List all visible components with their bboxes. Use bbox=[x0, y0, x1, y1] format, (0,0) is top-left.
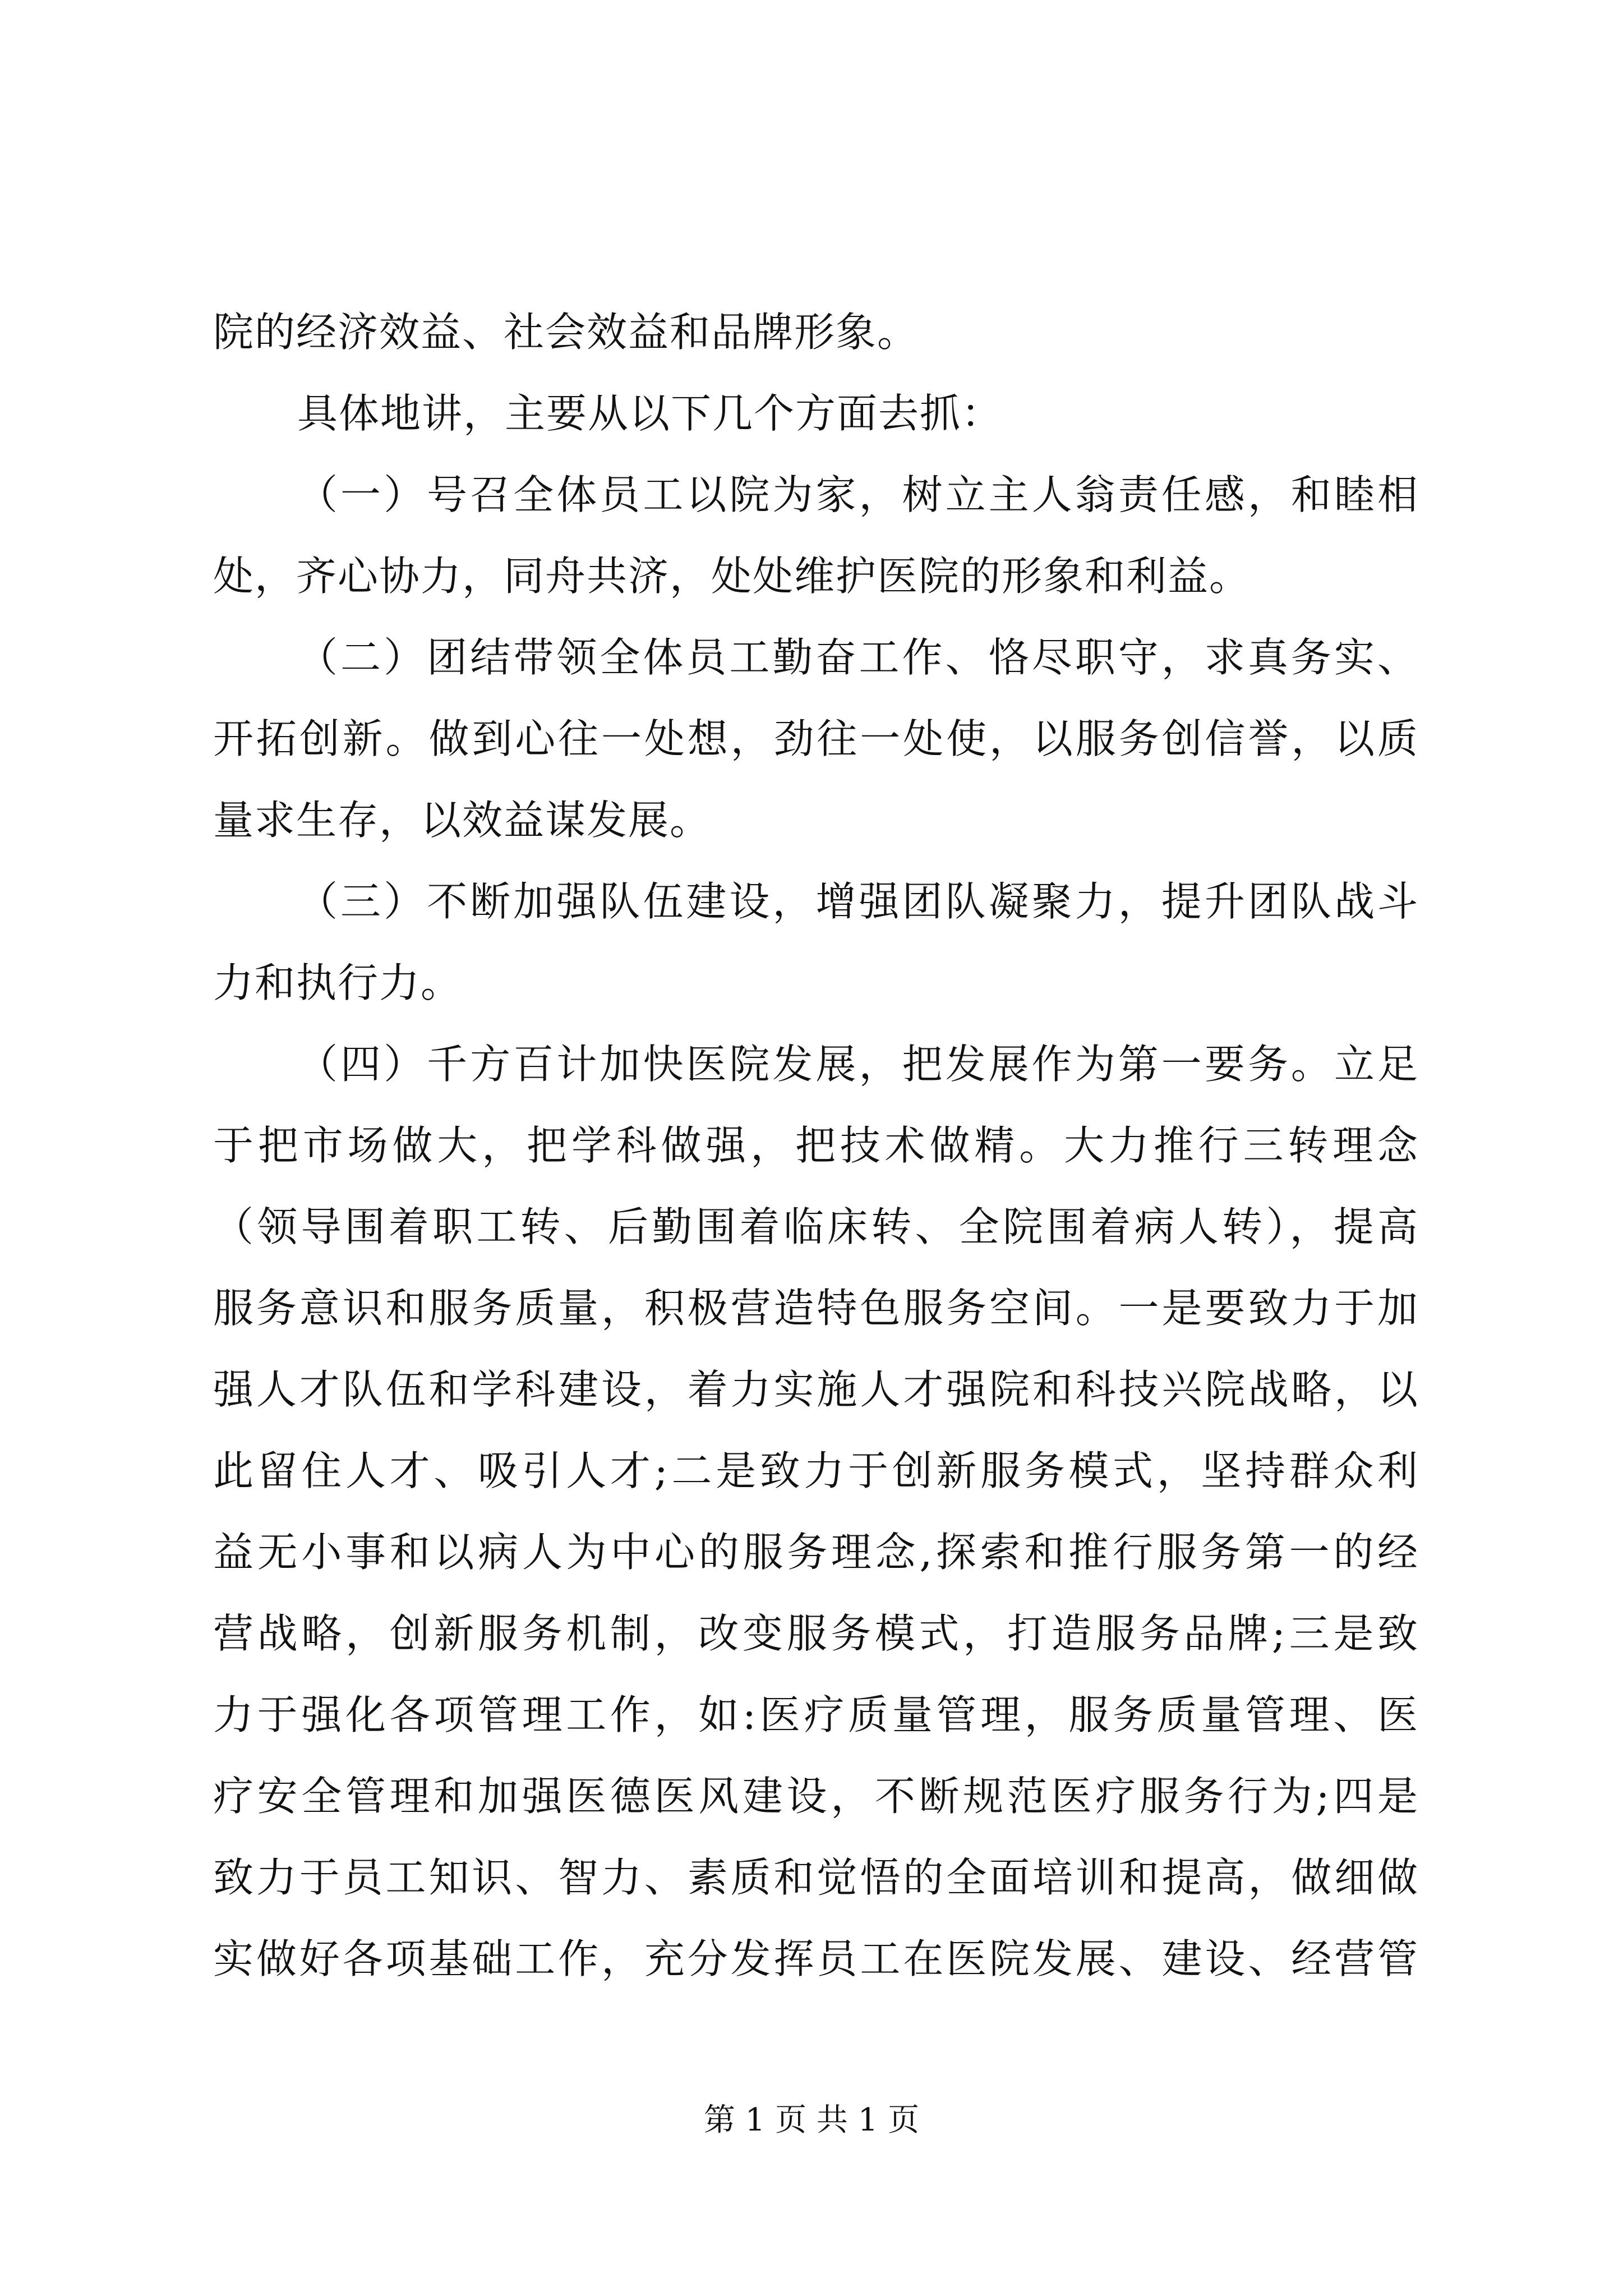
text-line: 营战略，创新服务机制，改变服务模式，打造服务品牌;三是致 bbox=[213, 1610, 1419, 1657]
text-line: 处，齐心协力，同舟共济，处处维护医院的形象和利益。 bbox=[213, 553, 1251, 600]
text-line: （二）团结带领全体员工勤奋工作、恪尽职守，求真务实、 bbox=[297, 634, 1419, 681]
text-line: 量求生存，以效益谋发展。 bbox=[213, 797, 712, 844]
text-line: 力和执行力。 bbox=[213, 959, 463, 1006]
text-line: 力于强化各项管理工作，如:医疗质量管理，服务质量管理、医 bbox=[213, 1691, 1419, 1738]
text-line: 此留住人才、吸引人才;二是致力于创新服务模式，坚持群众利 bbox=[213, 1447, 1419, 1494]
text-line: （三）不断加强队伍建设，增强团队凝聚力，提升团队战斗 bbox=[297, 878, 1419, 925]
text-line: 致力于员工知识、智力、素质和觉悟的全面培训和提高，做细做 bbox=[213, 1854, 1419, 1901]
text-line: 强人才队伍和学科建设，着力实施人才强院和科技兴院战略，以 bbox=[213, 1366, 1419, 1413]
body-text bbox=[213, 292, 1419, 2000]
text-line: 服务意识和服务质量，积极营造特色服务空间。一是要致力于加 bbox=[213, 1285, 1419, 1332]
text-line: 疗安全管理和加强医德医风建设，不断规范医疗服务行为;四是 bbox=[213, 1773, 1419, 1820]
page-number-footer: 第 1 页 共 1 页 bbox=[703, 2102, 920, 2138]
text-line: （一）号召全体员工以院为家，树立主人翁责任感，和睦相 bbox=[297, 471, 1419, 518]
text-line: 实做好各项基础工作，充分发挥员工在医院发展、建设、经营管 bbox=[213, 1935, 1419, 1982]
text-line: 于把市场做大，把学科做强，把技术做精。大力推行三转理念 bbox=[213, 1122, 1419, 1169]
text-line: （四）千方百计加快医院发展，把发展作为第一要务。立足 bbox=[297, 1041, 1419, 1088]
text-line: 具体地讲，主要从以下几个方面去抓： bbox=[297, 390, 1003, 437]
text-line: 院的经济效益、社会效益和品牌形象。 bbox=[213, 309, 919, 356]
text-line: 益无小事和以病人为中心的服务理念,探索和推行服务第一的经 bbox=[213, 1529, 1419, 1576]
text-line: （领导围着职工转、后勤围着临床转、全院围着病人转），提高 bbox=[213, 1203, 1419, 1250]
text-line: 开拓创新。做到心往一处想，劲往一处使，以服务创信誉，以质 bbox=[213, 715, 1419, 762]
